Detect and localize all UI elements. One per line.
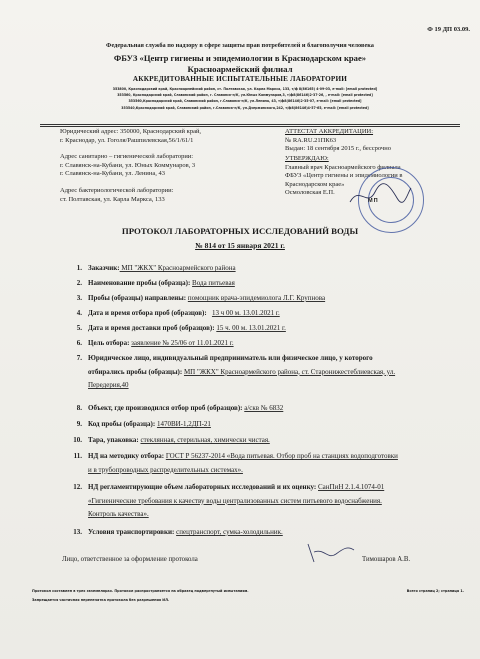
header-divider-thin [40,126,460,127]
contact-address-line: 353560, Краснодарский край, Славянский район, г. Славянск-н/К, ул.Юных Коммунаров,3, т/ф8(86146)2-37-26, , e-mail: [email protected] [117,93,373,98]
item-number: 13. [73,528,82,536]
item-value-cont: «Гигиенические требования к качеству воды централизованных систем питьевого водоснабжения. [88,496,382,505]
approval-position-2: ФБУЗ «Центр гигиены и эпидемиологии в [285,172,403,180]
bacterio-lab-address [60,187,173,204]
accreditation-date: Выдан: 18 сентября 2015 г., бессрочно [285,145,391,153]
item-label: Пробы (образцы) направлены: [88,294,187,302]
contact-address-line: 353560,Краснодарский край, Славянский район, г.Славянск-н/К, ул.Ленина, 43, т/ф8(86146)2-35-07, e-mail: [email protected] [128,99,362,104]
item-number: 5. [76,324,82,332]
protocol-title: ПРОТОКОЛ ЛАБОРАТОРНЫХ ИССЛЕДОВАНИЙ ВОДЫ [121,226,359,236]
item-number: 6. [76,339,82,347]
item-value: МП "ЖКХ" Красноармейского района [119,264,236,272]
legal-address-label: Юридический адрес: 350000, Краснодарский край, [60,128,202,135]
item-number: 9. [76,420,82,428]
item-number: 2. [76,279,82,287]
item-value-cont: и в трубопроводных распределительных системах». [88,465,243,474]
responsible-signature [300,540,360,566]
item-label: НД регламентирующие объем лабораторных исследований и их оценку: [88,483,317,491]
header-divider [40,124,460,125]
accreditation-number: № RA.RU.21ПК63 [285,136,337,144]
protocol-number: № 814 от 15 января 2021 г. [195,241,285,250]
item-label: НД на методику отбора: [88,452,165,460]
footer-note-2: Запрещается частичная перепечатка протокола без разрешения ИЛ. [32,598,170,602]
bacterio-lab-label: Адрес бактериологической лаборатории: [60,187,174,194]
footer-note-1: Протокол составлен в трех экземплярах. Протокол распространяется на образец подвергнутый испытаниям. [32,589,249,593]
item-number: 12. [73,483,82,491]
accreditation-block [285,128,391,154]
approver-signature [345,180,415,210]
approval-position-1: Главный врач Красноармейского филиала [285,163,401,171]
item-value: Вода питьевая [192,279,235,287]
item-value: заявление № 25/06 от 11.01.2021 г. [131,339,234,347]
responsible-name: Тимошаров А.В. [362,556,411,563]
item-number: 3. [76,294,82,302]
sanitary-lab-label: Адрес санитарно – гигиенической лаборатории: [60,153,194,160]
item-number: 8. [76,404,82,412]
org-line-1: Федеральная служба по надзору в сфере защиты прав потребителей и благополучия человека [106,42,374,49]
item-label: Условия транспортировки: [88,528,175,536]
approval-position-3: Краснодарском крае» [285,180,345,188]
item-number: 10. [73,436,82,444]
approval-name: Осмоловская Е.П. [285,189,335,197]
item-label: Тара, упаковка: [88,436,139,444]
item-value-cont-2: Контроль качества». [88,510,149,518]
item-value: 13 ч 00 м. 13.01.2021 г. [211,309,280,317]
item-number: 11. [73,452,82,460]
item-value: ГОСТ Р 56237-2014 «Вода питьевая. Отбор проб на станциях водоподготовки [165,452,398,460]
item-number: 7. [76,354,82,362]
item-value: спецтранспорт, сумка-холодильник. [176,528,283,536]
item-value: СанПиН 2.1.4.1074-01 [318,483,385,491]
legal-address [60,128,201,145]
responsible-label: Лицо, ответственное за оформление протокола [62,556,198,563]
contact-address-line: 353540,Краснодарский край, Славянский район, г.Славянск-н/К, ул.Дзержинского,242, т/ф8(86146)4-57-65, e-mail: [email protected] [121,105,369,110]
page-count: Всего страниц 2; страница 1. [406,589,464,593]
bacterio-lab-address-value: ст. Полтавская, ул. Карла Маркса, 133 [60,195,165,203]
item-value: помощник врача-эпидемиолога Л.Г. Крупнова [187,294,326,302]
item-label: Дата и время доставки проб (образцов): [88,324,215,332]
sanitary-lab-address-1: г. Славянск-на-Кубани, ул. Юных Коммунаров, 3 [60,161,196,169]
approval-title: УТВЕРЖДАЮ: [285,155,329,162]
legal-address-value: г. Краснодар, ул. Гоголя/Рашпилевская,56/1/61/1 [60,136,194,144]
item-label: Объект, где производился отбор проб (образцов): [88,404,243,412]
stamp-mp-label: МП [368,198,379,204]
item-number: 1. [76,264,82,272]
org-line-2: ФБУЗ «Центр гигиены и эпидемиологии в Краснодарском крае» [113,53,367,63]
item-value: а/скв № 6832 [244,404,284,412]
org-line-4: АККРЕДИТОВАННЫЕ ИСПЫТАТЕЛЬНЫЕ ЛАБОРАТОРИИ [132,75,348,83]
item-label: Код пробы (образца): [88,420,156,428]
item-value-cont: Передерия,40 [88,381,129,389]
org-line-3: Красноармейский филиал [187,64,293,74]
item-value: 15 ч. 00 м. 13.01.2021 г. [216,324,286,332]
item-label: Наименование пробы (образца): [88,279,191,287]
item-number: 4. [76,309,82,317]
form-code: Ф 19 ДП 03.09. [427,26,470,33]
sanitary-lab-address-2: г. Славянск-на-Кубани, ул. Ленина, 43 [60,170,166,178]
accreditation-title: АТТЕСТАТ АККРЕДИТАЦИИ: [285,128,374,135]
contact-address-line: 353800, Краснодарский край, Красноармейский район, ст. Полтавская, ул. Карла Маркса, 133, т/ф 8(86165) 4-09-03, e-mail: [email protected] [112,87,378,91]
item-label-cont: отбирались пробы (образцы): [88,367,183,376]
contact-addresses [55,86,435,111]
item-value: стеклянная, стерильная, химически чистая. [140,436,270,444]
item-value: 1470ВИ-1,2ДП-21 [156,420,211,428]
item-value: МП "ЖКХ" Красноармейского района, ст. Старонижестеблиевская, ул. [183,367,396,376]
sanitary-lab-address [60,153,195,179]
item-label: Юридическое лицо, индивидуальный предприниматель или физическое лицо, у которого [88,354,373,362]
item-label: Цель отбора: [88,339,130,347]
item-label: Заказчик: [88,264,120,272]
item-label: Дата и время отбора проб (образцов): [88,309,207,317]
